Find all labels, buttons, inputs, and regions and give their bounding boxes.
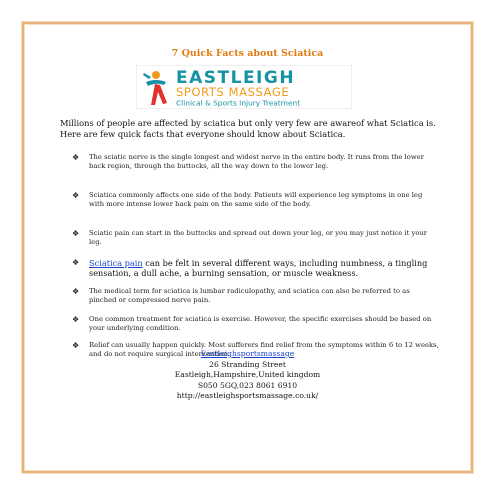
contact-block xyxy=(0,349,495,402)
diamond-bullet-icon: ❖ xyxy=(72,341,80,350)
fact-text: The sciatic nerve is the single longest and widest nerve in the entire body. It runs from the lower back region, through the buttocks, all the way down to the lower leg. xyxy=(89,153,424,170)
fact-text: Relief can usually happen quickly. Most sufferers find relief from the symptoms within 6 to 12 weeks, and do not require surgical intervention. xyxy=(89,341,439,358)
fact-text: The medical term for sciatica is lumbar radiculopathy, and sciatica can also be referred to as pinched or compressed nerve pain. xyxy=(89,287,410,304)
fact-text xyxy=(89,258,439,279)
document-title: 7 Quick Facts about Sciatica xyxy=(171,48,324,59)
fact-item-3 xyxy=(60,229,440,251)
company-logo xyxy=(136,65,352,109)
fact-item-6 xyxy=(60,315,440,337)
contact-postcode-phone: S050 5GQ,023 8061 6910 xyxy=(197,380,298,390)
diamond-bullet-icon: ❖ xyxy=(72,287,80,296)
sciatica-pain-link[interactable]: Sciatica pain xyxy=(89,258,143,268)
fact-text: Sciatic pain can start in the buttocks and spread out down your leg, or you may just notice it your leg. xyxy=(89,229,428,246)
diamond-bullet-icon: ❖ xyxy=(72,315,80,324)
diamond-bullet-icon: ❖ xyxy=(72,191,80,200)
intro-paragraph: Millions of people are affected by sciatica but only very few are awareof what Sciatica is. Here are few quick facts that everyone should know about Sciatica. xyxy=(60,118,436,139)
logo-line-tagline: Clinical & Sports Injury Treatment xyxy=(176,98,301,108)
fact-item-4 xyxy=(60,258,440,282)
contact-street: 26 Stranding Street xyxy=(209,359,286,369)
contact-website: http://eastleighsportsmassage.co.uk/ xyxy=(176,391,319,401)
diamond-bullet-icon: ❖ xyxy=(72,258,80,267)
diamond-bullet-icon: ❖ xyxy=(72,153,80,162)
diamond-bullet-icon: ❖ xyxy=(72,229,80,238)
company-name-link[interactable]: Eastleighsportsmassage xyxy=(200,349,295,358)
fact-text: One common treatment for sciatica is exercise. However, the specific exercises should be based on your underlying condition. xyxy=(89,315,432,332)
contact-city: Eastleigh,Hampshire,United kingdom xyxy=(174,370,321,380)
fact-item-1 xyxy=(60,153,440,183)
fact-text-rest: can be felt in several different ways, including numbness, a tingling sensation, a dull ache, a burning sensation, or muscle weakness. xyxy=(89,258,428,279)
fact-text: Sciatica commonly affects one side of the body. Patients will experience leg symptoms in one leg with more intense lower back pain on the same side of the body. xyxy=(89,191,423,208)
fact-item-2 xyxy=(60,191,440,221)
logo-line-sports-massage: SPORTS MASSAGE xyxy=(176,85,290,99)
fact-item-5 xyxy=(60,287,440,309)
logo-line-eastleigh: EASTLEIGH xyxy=(176,68,296,88)
